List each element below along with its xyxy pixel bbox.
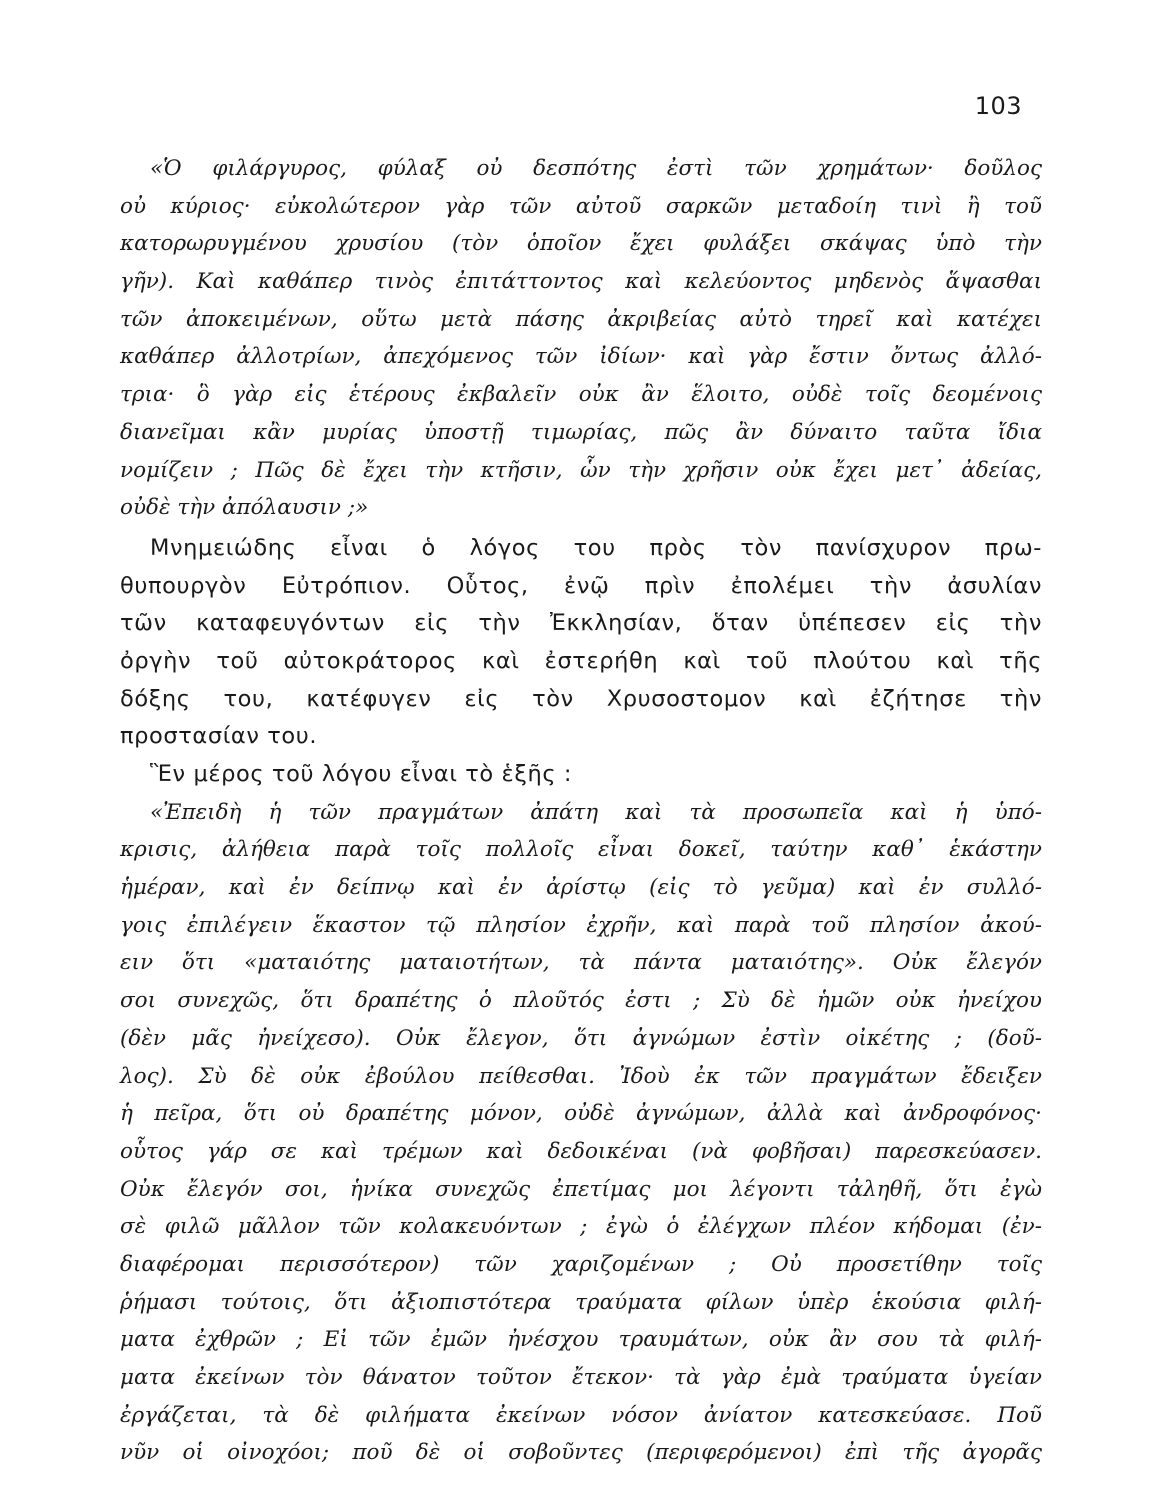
text-line: γῆν). Καὶ καθάπερ τινὸς ἐπιτάττοντος καὶ κελεύοντος μηδενὸς ἅψασθαι	[120, 269, 1042, 295]
text-line: «Ὁ φιλάργυρος, φύλαξ οὐ δεσπότης ἐστὶ τῶν χρημάτων· δοῦλος	[150, 156, 1042, 181]
text-line: οὐ κύριος· εὐκολώτερον γὰρ τῶν αὐτοῦ σαρκῶν μεταδοίη τινὶ ἢ τοῦ	[120, 193, 1042, 219]
text-line: ειν ὅτι «ματαιότης ματαιοτήτων, τὰ πάντα ματαιότης». Οὐκ ἔλεγόν	[120, 950, 1042, 976]
text-line: τῶν ἀποκειμένων, οὕτω μετὰ πάσης ἀκριβείας αὐτὸ τηρεῖ καὶ κατέχει	[120, 306, 1042, 332]
text-line: νῦν οἱ οἰνοχόοι; ποῦ δὲ οἱ σοβοῦντες (περιφερόμενοι) ἐπὶ τῆς ἀγορᾶς	[120, 1440, 1042, 1466]
prose-paragraph-2	[120, 756, 1042, 794]
text-line: θυπουργὸν Εὐτρόπιον. Οὗτος, ἐνῷ πρὶν ἐπολέμει τὴν ἀσυλίαν	[120, 572, 1042, 599]
text-line: (δὲν μᾶς ἠνείχεσο). Οὐκ ἔλεγον, ὅτι ἀγνώμων ἐστὶν οἰκέτης ; (δοῦ-	[120, 1025, 1042, 1051]
text-line: γοις ἐπιλέγειν ἕκαστον τῷ πλησίον ἐχρῆν, καὶ παρὰ τοῦ πλησίον ἀκού-	[120, 912, 1042, 938]
text-line: ματα ἐχθρῶν ; Εἰ τῶν ἐμῶν ἠνέσχου τραυμάτων, οὐκ ἂν σου τὰ φιλή-	[120, 1327, 1042, 1353]
text-line: κρισις, ἀλήθεια παρὰ τοῖς πολλοῖς εἶναι δοκεῖ, ταύτην καθ᾽ ἑκάστην	[120, 837, 1042, 863]
text-line: διανεῖμαι κἂν μυρίας ὑποστῇ τιμωρίας, πῶς ἂν δύναιτο ταῦτα ἴδια	[120, 419, 1042, 445]
text-line: οὐδὲ τὴν ἀπόλαυσιν ;»	[120, 495, 369, 521]
text-line: οὗτος γάρ σε καὶ τρέμων καὶ δεδοικέναι (νὰ φοβῆσαι) παρεσκεύασεν.	[120, 1138, 1042, 1164]
text-line: Μνημειώδης εἶναι ὁ λόγος του πρὸς τὸν πανίσχυρον πρω-	[150, 534, 1042, 561]
quote-paragraph-1	[120, 150, 1042, 527]
text-line: ὀργὴν τοῦ αὐτοκράτορος καὶ ἐστερήθη καὶ τοῦ πλούτου καὶ τῆς	[120, 647, 1042, 674]
text-line: ἡμέραν, καὶ ἐν δείπνῳ καὶ ἐν ἀρίστῳ (εἰς τὸ γεῦμα) καὶ ἐν συλλό-	[120, 875, 1042, 901]
text-line: ῥήμασι τούτοις, ὅτι ἀξιοπιστότερα τραύματα φίλων ὑπὲρ ἑκούσια φιλή-	[120, 1289, 1042, 1315]
text-line: λος). Σὺ δὲ οὐκ ἐβούλου πείθεσθαι. Ἰδοὺ ἐκ τῶν πραγμάτων ἔδειξεν	[120, 1063, 1042, 1089]
text-line: διαφέρομαι περισσότερον) τῶν χαριζομένων ; Οὐ προσετίθην τοῖς	[120, 1251, 1042, 1277]
text-line: προστασίαν του.	[120, 723, 318, 750]
text-line: νομίζειν ; Πῶς δὲ ἔχει τὴν κτῆσιν, ὧν τὴν χρῆσιν οὐκ ἔχει μετ᾽ ἀδείας,	[120, 457, 1042, 483]
text-line: Οὐκ ἔλεγόν σοι, ἡνίκα συνεχῶς ἐπετίμας μοι λέγοντι τἀληθῆ, ὅτι ἐγὼ	[120, 1176, 1042, 1202]
text-line: ἡ πεῖρα, ὅτι οὐ δραπέτης μόνον, οὐδὲ ἀγνώμων, ἀλλὰ καὶ ἀνδροφόνος·	[120, 1101, 1042, 1127]
text-line: σοι συνεχῶς, ὅτι δραπέτης ὁ πλοῦτός ἐστι ; Σὺ δὲ ἡμῶν οὐκ ἠνείχου	[120, 988, 1042, 1014]
text-line: καθάπερ ἀλλοτρίων, ἀπεχόμενος τῶν ἰδίων· καὶ γὰρ ἔστιν ὄντως ἀλλό-	[120, 344, 1042, 370]
quote-paragraph-2	[120, 794, 1042, 1472]
page-body	[120, 150, 1042, 1472]
text-line: ματα ἐκείνων τὸν θάνατον τοῦτον ἔτεκον· τὰ γὰρ ἐμὰ τραύματα ὑγείαν	[120, 1365, 1042, 1390]
text-line: ἐργάζεται, τὰ δὲ φιλήματα ἐκείνων νόσον ἀνίατον κατεσκεύασε. Ποῦ	[120, 1402, 1042, 1428]
prose-paragraph-1	[120, 530, 1042, 756]
text-line: δόξης του, κατέφυγεν εἰς τὸν Χρυσοστομον καὶ ἐζήτησε τὴν	[120, 685, 1042, 712]
text-line: τῶν καταφευγόντων εἰς τὴν Ἐκκλησίαν, ὅταν ὑπέπεσεν εἰς τὴν	[120, 610, 1042, 637]
page-number: 103	[974, 92, 1022, 120]
text-line: Ἓν μέρος τοῦ λόγου εἶναι τὸ ἑξῆς :	[150, 761, 573, 787]
text-line: κατορωρυγμένου χρυσίου (τὸν ὁποῖον ἔχει φυλάξει σκάψας ὑπὸ τὴν	[120, 231, 1042, 257]
text-line: «Ἐπειδὴ ἡ τῶν πραγμάτων ἀπάτη καὶ τὰ προσωπεῖα καὶ ἡ ὑπό-	[150, 799, 1042, 825]
text-line: τρια· ὃ γὰρ εἰς ἑτέρους ἐκβαλεῖν οὐκ ἂν ἕλοιτο, οὐδὲ τοῖς δεομένοις	[120, 382, 1042, 408]
text-line: σὲ φιλῶ μᾶλλον τῶν κολακευόντων ; ἐγὼ ὁ ἐλέγχων πλέον κήδομαι (ἐν-	[120, 1214, 1042, 1240]
